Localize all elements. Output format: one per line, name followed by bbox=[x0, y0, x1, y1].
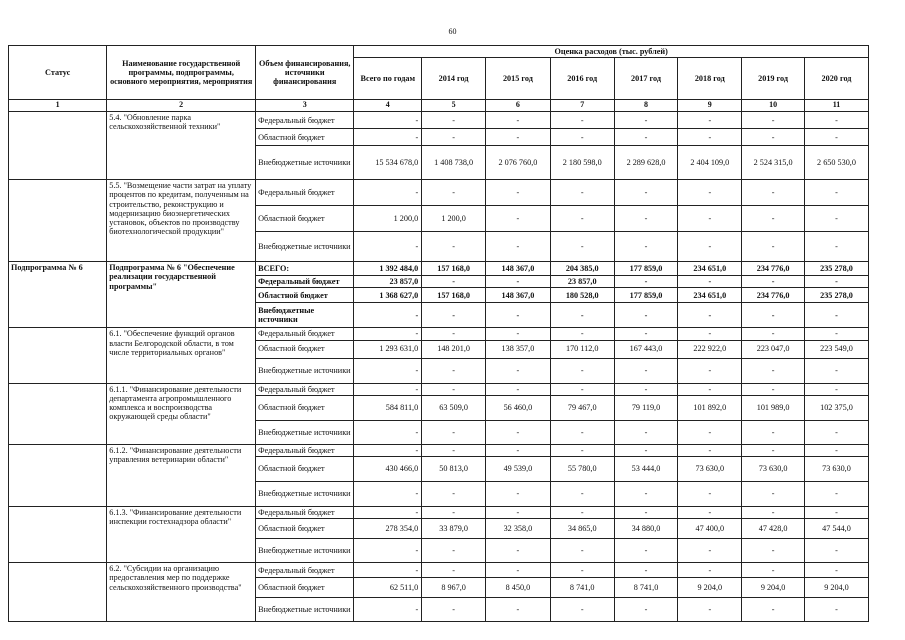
table-row bbox=[9, 262, 869, 276]
status-cell bbox=[9, 180, 107, 262]
year-value-cell: - bbox=[678, 506, 742, 518]
header-year: 2019 год bbox=[742, 58, 805, 100]
funding-source-cell: Областной бюджет bbox=[256, 519, 354, 539]
total-value-cell: - bbox=[354, 481, 422, 506]
year-value-cell: - bbox=[742, 303, 805, 328]
year-value-cell: - bbox=[678, 112, 742, 129]
year-value-cell: - bbox=[804, 420, 868, 444]
total-value-cell: 278 354,0 bbox=[354, 519, 422, 539]
table-row bbox=[9, 444, 869, 456]
status-cell bbox=[9, 383, 107, 444]
column-number: 3 bbox=[256, 100, 354, 112]
year-value-cell: 8 967,0 bbox=[422, 578, 486, 598]
year-value-cell: - bbox=[742, 112, 805, 129]
status-cell bbox=[9, 328, 107, 383]
funding-source-cell: Областной бюджет bbox=[256, 395, 354, 420]
year-value-cell: - bbox=[422, 358, 486, 383]
total-value-cell: - bbox=[354, 420, 422, 444]
year-value-cell: 234 651,0 bbox=[678, 262, 742, 276]
year-value-cell: - bbox=[678, 180, 742, 206]
year-value-cell: - bbox=[678, 358, 742, 383]
year-value-cell: 102 375,0 bbox=[804, 395, 868, 420]
year-value-cell: 23 857,0 bbox=[550, 276, 614, 288]
year-value-cell: - bbox=[486, 420, 551, 444]
year-value-cell: 73 630,0 bbox=[678, 456, 742, 481]
year-value-cell: 204 385,0 bbox=[550, 262, 614, 276]
funding-source-cell: Областной бюджет bbox=[256, 456, 354, 481]
year-value-cell: - bbox=[550, 444, 614, 456]
year-value-cell: - bbox=[614, 420, 678, 444]
total-value-cell: - bbox=[354, 539, 422, 563]
year-value-cell: - bbox=[486, 180, 551, 206]
year-value-cell: - bbox=[550, 506, 614, 518]
year-value-cell: - bbox=[422, 328, 486, 340]
funding-source-cell: Внебюджетные источники bbox=[256, 358, 354, 383]
total-value-cell: 584 811,0 bbox=[354, 395, 422, 420]
year-value-cell: - bbox=[742, 598, 805, 622]
year-value-cell: 170 112,0 bbox=[550, 340, 614, 358]
total-value-cell: - bbox=[354, 598, 422, 622]
year-value-cell: - bbox=[550, 112, 614, 129]
year-value-cell: - bbox=[742, 180, 805, 206]
header-year: 2018 год bbox=[678, 58, 742, 100]
year-value-cell: - bbox=[486, 358, 551, 383]
funding-source-cell: Внебюджетные источники bbox=[256, 598, 354, 622]
total-value-cell: - bbox=[354, 383, 422, 395]
year-value-cell: 148 367,0 bbox=[486, 262, 551, 276]
year-value-cell: - bbox=[422, 563, 486, 578]
funding-source-cell: Федеральный бюджет bbox=[256, 180, 354, 206]
year-value-cell: - bbox=[422, 420, 486, 444]
year-value-cell: 1 408 738,0 bbox=[422, 146, 486, 180]
funding-source-cell: Федеральный бюджет bbox=[256, 112, 354, 129]
year-value-cell: - bbox=[804, 303, 868, 328]
year-value-cell: 223 549,0 bbox=[804, 340, 868, 358]
total-value-cell: 1 368 627,0 bbox=[354, 288, 422, 303]
year-value-cell: 8 741,0 bbox=[614, 578, 678, 598]
header-year: 2014 год bbox=[422, 58, 486, 100]
program-name-cell: 6.2. "Субсидии на организацию предоставления мер по поддержке сельскохозяйственного производства" bbox=[107, 563, 256, 622]
year-value-cell: 34 865,0 bbox=[550, 519, 614, 539]
year-value-cell: 157 168,0 bbox=[422, 262, 486, 276]
funding-source-cell: Областной бюджет bbox=[256, 340, 354, 358]
year-value-cell: 177 859,0 bbox=[614, 262, 678, 276]
total-value-cell: 1 200,0 bbox=[354, 206, 422, 232]
year-value-cell: - bbox=[614, 232, 678, 262]
year-value-cell: 101 892,0 bbox=[678, 395, 742, 420]
year-value-cell: - bbox=[742, 420, 805, 444]
year-value-cell: 148 367,0 bbox=[486, 288, 551, 303]
program-name-cell: 6.1.1. "Финансирование деятельности департамента агропромышленного комплекса и воспроизводства окружающей среды области" bbox=[107, 383, 256, 444]
year-value-cell: - bbox=[804, 383, 868, 395]
year-value-cell: - bbox=[804, 598, 868, 622]
year-value-cell: - bbox=[422, 180, 486, 206]
year-value-cell: - bbox=[742, 276, 805, 288]
year-value-cell: 47 428,0 bbox=[742, 519, 805, 539]
table-row bbox=[9, 112, 869, 129]
year-value-cell: 73 630,0 bbox=[804, 456, 868, 481]
year-value-cell: - bbox=[742, 539, 805, 563]
year-value-cell: - bbox=[422, 506, 486, 518]
year-value-cell: - bbox=[678, 420, 742, 444]
year-value-cell: 1 200,0 bbox=[422, 206, 486, 232]
year-value-cell: 138 357,0 bbox=[486, 340, 551, 358]
funding-source-cell: ВСЕГО: bbox=[256, 262, 354, 276]
year-value-cell: - bbox=[422, 539, 486, 563]
year-value-cell: - bbox=[742, 129, 805, 146]
total-value-cell: - bbox=[354, 328, 422, 340]
year-value-cell: - bbox=[486, 232, 551, 262]
total-value-cell: - bbox=[354, 303, 422, 328]
year-value-cell: 32 358,0 bbox=[486, 519, 551, 539]
funding-source-cell: Внебюджетные источники bbox=[256, 232, 354, 262]
year-value-cell: - bbox=[550, 303, 614, 328]
year-value-cell: 33 879,0 bbox=[422, 519, 486, 539]
column-number: 11 bbox=[804, 100, 868, 112]
year-value-cell: - bbox=[486, 328, 551, 340]
year-value-cell: 47 400,0 bbox=[678, 519, 742, 539]
year-value-cell: - bbox=[422, 129, 486, 146]
status-cell bbox=[9, 112, 107, 180]
year-value-cell: - bbox=[486, 303, 551, 328]
column-number: 1 bbox=[9, 100, 107, 112]
year-value-cell: - bbox=[550, 598, 614, 622]
year-value-cell: - bbox=[550, 180, 614, 206]
column-number: 9 bbox=[678, 100, 742, 112]
year-value-cell: 167 443,0 bbox=[614, 340, 678, 358]
year-value-cell: - bbox=[422, 598, 486, 622]
total-value-cell: 1 392 484,0 bbox=[354, 262, 422, 276]
year-value-cell: - bbox=[804, 563, 868, 578]
funding-source-cell: Внебюджетные источники bbox=[256, 146, 354, 180]
year-value-cell: 34 880,0 bbox=[614, 519, 678, 539]
year-value-cell: - bbox=[550, 383, 614, 395]
year-value-cell: - bbox=[614, 129, 678, 146]
column-number: 10 bbox=[742, 100, 805, 112]
year-value-cell: - bbox=[614, 180, 678, 206]
year-value-cell: - bbox=[486, 598, 551, 622]
funding-source-cell: Областной бюджет bbox=[256, 578, 354, 598]
year-value-cell: - bbox=[678, 563, 742, 578]
year-value-cell: - bbox=[678, 481, 742, 506]
year-value-cell: 79 467,0 bbox=[550, 395, 614, 420]
year-value-cell: - bbox=[614, 383, 678, 395]
year-value-cell: - bbox=[486, 444, 551, 456]
year-value-cell: - bbox=[678, 232, 742, 262]
year-value-cell: - bbox=[422, 112, 486, 129]
year-value-cell: - bbox=[550, 206, 614, 232]
column-number-row bbox=[9, 100, 869, 112]
year-value-cell: 222 922,0 bbox=[678, 340, 742, 358]
program-name-cell: Подпрограмма № 6 "Обеспечение реализации государственной программы" bbox=[107, 262, 256, 328]
column-number: 6 bbox=[486, 100, 551, 112]
year-value-cell: - bbox=[742, 444, 805, 456]
header-year: 2020 год bbox=[804, 58, 868, 100]
year-value-cell: - bbox=[678, 206, 742, 232]
total-value-cell: - bbox=[354, 129, 422, 146]
year-value-cell: - bbox=[742, 563, 805, 578]
year-value-cell: - bbox=[422, 276, 486, 288]
total-value-cell: 1 293 631,0 bbox=[354, 340, 422, 358]
year-value-cell: 2 076 760,0 bbox=[486, 146, 551, 180]
year-value-cell: - bbox=[550, 328, 614, 340]
year-value-cell: - bbox=[804, 112, 868, 129]
table-row bbox=[9, 563, 869, 578]
year-value-cell: 234 776,0 bbox=[742, 262, 805, 276]
year-value-cell: 235 278,0 bbox=[804, 288, 868, 303]
table-row bbox=[9, 506, 869, 518]
total-value-cell: - bbox=[354, 444, 422, 456]
year-value-cell: - bbox=[804, 481, 868, 506]
table-row bbox=[9, 328, 869, 340]
year-value-cell: - bbox=[614, 481, 678, 506]
year-value-cell: - bbox=[742, 206, 805, 232]
status-cell bbox=[9, 563, 107, 622]
year-value-cell: - bbox=[486, 383, 551, 395]
year-value-cell: - bbox=[678, 303, 742, 328]
program-name-cell: 5.5. "Возмещение части затрат на уплату процентов по кредитам, полученным на строительство, реконструкцию и модернизацию биоэнергетических установок, объектов по производству биотехнологической продукции" bbox=[107, 180, 256, 262]
year-value-cell: 2 650 530,0 bbox=[804, 146, 868, 180]
year-value-cell: - bbox=[742, 358, 805, 383]
funding-source-cell: Федеральный бюджет bbox=[256, 383, 354, 395]
year-value-cell: - bbox=[804, 276, 868, 288]
year-value-cell: 2 524 315,0 bbox=[742, 146, 805, 180]
year-value-cell: 157 168,0 bbox=[422, 288, 486, 303]
year-value-cell: - bbox=[614, 206, 678, 232]
year-value-cell: - bbox=[550, 481, 614, 506]
year-value-cell: - bbox=[742, 506, 805, 518]
year-value-cell: 180 528,0 bbox=[550, 288, 614, 303]
funding-source-cell: Областной бюджет bbox=[256, 206, 354, 232]
year-value-cell: - bbox=[614, 303, 678, 328]
year-value-cell: 63 509,0 bbox=[422, 395, 486, 420]
header-name: Наименование государственной программы, подпрограммы, основного мероприятия, мероприятия bbox=[107, 46, 256, 100]
page-number: 60 bbox=[448, 27, 457, 36]
year-value-cell: - bbox=[422, 383, 486, 395]
year-value-cell: - bbox=[486, 539, 551, 563]
funding-source-cell: Федеральный бюджет bbox=[256, 563, 354, 578]
year-value-cell: - bbox=[804, 328, 868, 340]
year-value-cell: 53 444,0 bbox=[614, 456, 678, 481]
total-value-cell: 430 466,0 bbox=[354, 456, 422, 481]
year-value-cell: 223 047,0 bbox=[742, 340, 805, 358]
year-value-cell: - bbox=[804, 180, 868, 206]
year-value-cell: 9 204,0 bbox=[804, 578, 868, 598]
header-estimate: Оценка расходов (тыс. рублей) bbox=[354, 46, 869, 58]
year-value-cell: 8 741,0 bbox=[550, 578, 614, 598]
year-value-cell: - bbox=[804, 129, 868, 146]
program-name-cell: 6.1. "Обеспечение функций органов власти Белгородской области, в том числе территориальных органов" bbox=[107, 328, 256, 383]
year-value-cell: - bbox=[678, 444, 742, 456]
year-value-cell: 234 776,0 bbox=[742, 288, 805, 303]
year-value-cell: - bbox=[550, 232, 614, 262]
year-value-cell: - bbox=[614, 328, 678, 340]
column-number: 8 bbox=[614, 100, 678, 112]
year-value-cell: 2 180 598,0 bbox=[550, 146, 614, 180]
year-value-cell: 49 539,0 bbox=[486, 456, 551, 481]
year-value-cell: - bbox=[486, 481, 551, 506]
year-value-cell: - bbox=[614, 358, 678, 383]
year-value-cell: 8 450,0 bbox=[486, 578, 551, 598]
program-name-cell: 5.4. "Обновление парка сельскохозяйственной техники" bbox=[107, 112, 256, 180]
funding-source-cell: Областной бюджет bbox=[256, 288, 354, 303]
total-value-cell: - bbox=[354, 358, 422, 383]
year-value-cell: - bbox=[804, 232, 868, 262]
column-number: 5 bbox=[422, 100, 486, 112]
status-cell bbox=[9, 444, 107, 506]
program-name-cell: 6.1.2. "Финансирование деятельности управления ветеринарии области" bbox=[107, 444, 256, 506]
header-sources: Объем финансирования, источники финансирования bbox=[256, 46, 354, 100]
header-year: 2017 год bbox=[614, 58, 678, 100]
total-value-cell: - bbox=[354, 506, 422, 518]
year-value-cell: - bbox=[486, 112, 551, 129]
table-body bbox=[9, 112, 869, 622]
year-value-cell: - bbox=[422, 232, 486, 262]
funding-source-cell: Внебюджетные источники bbox=[256, 420, 354, 444]
header-status: Статус bbox=[9, 46, 107, 100]
year-value-cell: - bbox=[422, 444, 486, 456]
year-value-cell: 56 460,0 bbox=[486, 395, 551, 420]
year-value-cell: - bbox=[614, 112, 678, 129]
total-value-cell: 15 534 678,0 bbox=[354, 146, 422, 180]
funding-source-cell: Внебюджетные источники bbox=[256, 481, 354, 506]
year-value-cell: - bbox=[678, 276, 742, 288]
header-year: 2016 год bbox=[550, 58, 614, 100]
year-value-cell: - bbox=[804, 206, 868, 232]
year-value-cell: - bbox=[614, 598, 678, 622]
year-value-cell: 55 780,0 bbox=[550, 456, 614, 481]
year-value-cell: - bbox=[678, 383, 742, 395]
year-value-cell: - bbox=[550, 539, 614, 563]
year-value-cell: - bbox=[614, 539, 678, 563]
header-year: 2015 год bbox=[486, 58, 551, 100]
year-value-cell: 101 989,0 bbox=[742, 395, 805, 420]
year-value-cell: - bbox=[614, 563, 678, 578]
year-value-cell: - bbox=[550, 563, 614, 578]
year-value-cell: - bbox=[804, 539, 868, 563]
program-name-cell: 6.1.3. "Финансирование деятельности инспекции гостехнадзора области" bbox=[107, 506, 256, 562]
funding-source-cell: Федеральный бюджет bbox=[256, 328, 354, 340]
total-value-cell: 23 857,0 bbox=[354, 276, 422, 288]
funding-source-cell: Внебюджетные источники bbox=[256, 303, 354, 328]
year-value-cell: - bbox=[550, 129, 614, 146]
year-value-cell: - bbox=[486, 206, 551, 232]
year-value-cell: - bbox=[742, 328, 805, 340]
total-value-cell: 62 511,0 bbox=[354, 578, 422, 598]
year-value-cell: - bbox=[804, 358, 868, 383]
status-cell: Подпрограмма № 6 bbox=[9, 262, 107, 328]
year-value-cell: 235 278,0 bbox=[804, 262, 868, 276]
year-value-cell: - bbox=[804, 444, 868, 456]
year-value-cell: - bbox=[678, 539, 742, 563]
year-value-cell: - bbox=[678, 129, 742, 146]
column-number: 2 bbox=[107, 100, 256, 112]
total-value-cell: - bbox=[354, 112, 422, 129]
budget-table bbox=[8, 45, 869, 622]
year-value-cell: - bbox=[678, 598, 742, 622]
year-value-cell: - bbox=[742, 383, 805, 395]
year-value-cell: - bbox=[804, 506, 868, 518]
year-value-cell: - bbox=[614, 444, 678, 456]
year-value-cell: - bbox=[486, 563, 551, 578]
table-row bbox=[9, 180, 869, 206]
year-value-cell: - bbox=[486, 129, 551, 146]
year-value-cell: - bbox=[486, 276, 551, 288]
year-value-cell: - bbox=[678, 328, 742, 340]
column-number: 7 bbox=[550, 100, 614, 112]
year-value-cell: - bbox=[742, 232, 805, 262]
header-year: Всего по годам bbox=[354, 58, 422, 100]
year-value-cell: 2 404 109,0 bbox=[678, 146, 742, 180]
total-value-cell: - bbox=[354, 180, 422, 206]
total-value-cell: - bbox=[354, 232, 422, 262]
year-value-cell: - bbox=[422, 303, 486, 328]
year-value-cell: - bbox=[422, 481, 486, 506]
total-value-cell: - bbox=[354, 563, 422, 578]
funding-source-cell: Федеральный бюджет bbox=[256, 276, 354, 288]
year-value-cell: 234 651,0 bbox=[678, 288, 742, 303]
column-number: 4 bbox=[354, 100, 422, 112]
funding-source-cell: Внебюджетные источники bbox=[256, 539, 354, 563]
year-value-cell: - bbox=[614, 276, 678, 288]
table-row bbox=[9, 383, 869, 395]
funding-source-cell: Областной бюджет bbox=[256, 129, 354, 146]
year-value-cell: - bbox=[550, 358, 614, 383]
year-value-cell: 148 201,0 bbox=[422, 340, 486, 358]
year-value-cell: 9 204,0 bbox=[742, 578, 805, 598]
funding-source-cell: Федеральный бюджет bbox=[256, 506, 354, 518]
status-cell bbox=[9, 506, 107, 562]
year-value-cell: 79 119,0 bbox=[614, 395, 678, 420]
year-value-cell: 2 289 628,0 bbox=[614, 146, 678, 180]
year-value-cell: 73 630,0 bbox=[742, 456, 805, 481]
year-value-cell: - bbox=[550, 420, 614, 444]
year-value-cell: - bbox=[614, 506, 678, 518]
year-value-cell: 177 859,0 bbox=[614, 288, 678, 303]
year-value-cell: 50 813,0 bbox=[422, 456, 486, 481]
year-value-cell: - bbox=[486, 506, 551, 518]
year-value-cell: 9 204,0 bbox=[678, 578, 742, 598]
year-value-cell: - bbox=[742, 481, 805, 506]
year-value-cell: 47 544,0 bbox=[804, 519, 868, 539]
funding-source-cell: Федеральный бюджет bbox=[256, 444, 354, 456]
